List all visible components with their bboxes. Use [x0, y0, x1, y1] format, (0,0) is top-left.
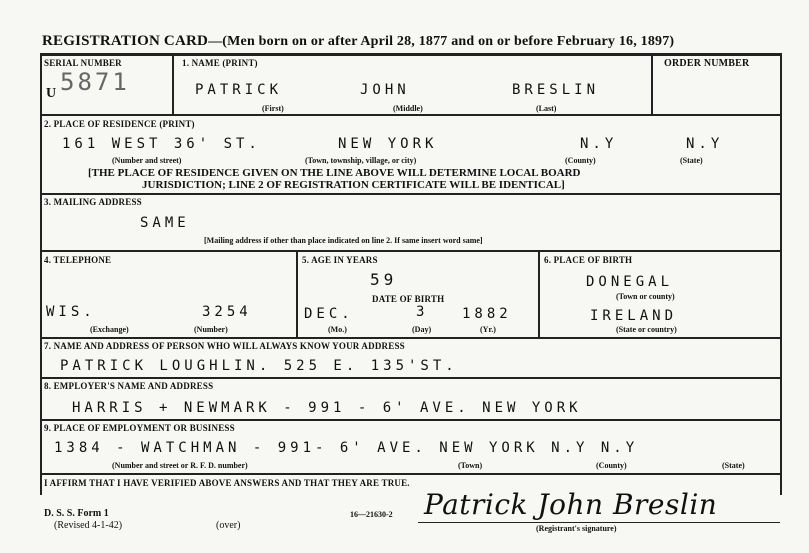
row3-bottom: [40, 250, 780, 252]
name-middle-caption: (Middle): [393, 104, 423, 113]
row4-bottom: [40, 337, 780, 339]
telephone-exchange-caption: (Exchange): [90, 325, 129, 334]
residence-county-caption: (County): [565, 156, 596, 165]
dob-day: 3: [416, 304, 429, 320]
telephone-number-caption: (Number): [194, 325, 228, 334]
name-first: PATRICK: [195, 82, 283, 98]
employment-town-caption: (Town): [458, 461, 483, 470]
frame-top: [40, 53, 780, 56]
employer-label: 8. EMPLOYER'S NAME AND ADDRESS: [44, 381, 214, 391]
serial-label: SERIAL NUMBER: [44, 58, 122, 68]
residence-state: N.Y: [686, 136, 724, 152]
contact-label: 7. NAME AND ADDRESS OF PERSON WHO WILL ALWAYS KNOW YOUR ADDRESS: [44, 341, 405, 351]
telephone-label: 4. TELEPHONE: [44, 255, 112, 265]
employment-state-caption: (State): [722, 461, 745, 470]
frame-left: [40, 53, 42, 495]
name-label: 1. NAME (PRINT): [182, 58, 258, 68]
birthplace-country-caption: (State or country): [616, 325, 677, 334]
serial-divider: [172, 53, 174, 114]
row1-bottom: [40, 114, 780, 116]
residence-state-caption: (State): [680, 156, 703, 165]
name-middle: JOHN: [360, 82, 410, 98]
employment-value: 1384 - WATCHMAN - 991- 6' AVE. NEW YORK N.Y N.Y: [54, 440, 639, 456]
residence-street-caption: (Number and street): [112, 156, 182, 165]
signature-caption: (Registrant's signature): [536, 524, 617, 533]
age-value: 59: [370, 270, 398, 289]
registrant-signature: Patrick John Breslin: [424, 488, 718, 521]
mailing-note: [Mailing address if other than place indicated on line 2. If same insert word same]: [204, 236, 483, 245]
form-number: D. S. S. Form 1: [44, 508, 109, 519]
order-divider: [651, 53, 653, 114]
birthplace-town-caption: (Town or county): [616, 292, 675, 301]
birthplace-country: IRELAND: [590, 308, 678, 324]
print-code: 16—21630-2: [350, 510, 393, 519]
dob-year-caption: (Yr.): [480, 325, 496, 334]
serial-number: 5871: [60, 68, 130, 96]
over-note: (over): [216, 520, 241, 531]
form-revision: (Revised 4-1-42): [54, 520, 123, 531]
serial-prefix: U: [46, 86, 57, 101]
frame-right: [780, 53, 782, 495]
card-title: REGISTRATION CARD: [42, 33, 209, 49]
dob-month: DEC.: [304, 306, 354, 322]
affirm-text: I AFFIRM THAT I HAVE VERIFIED ABOVE ANSWERS AND THAT THEY ARE TRUE.: [44, 478, 410, 488]
dob-month-caption: (Mo.): [328, 325, 347, 334]
birthplace-label: 6. PLACE OF BIRTH: [544, 255, 633, 265]
mailing-label: 3. MAILING ADDRESS: [44, 197, 142, 207]
telephone-number: 3254: [202, 304, 252, 320]
residence-county: N.Y: [580, 136, 618, 152]
employment-label: 9. PLACE OF EMPLOYMENT OR BUSINESS: [44, 423, 235, 433]
row8-bottom: [40, 419, 780, 421]
name-last: BRESLIN: [512, 82, 600, 98]
dob-day-caption: (Day): [412, 325, 432, 334]
order-label: ORDER NUMBER: [664, 58, 750, 69]
dob-label: DATE OF BIRTH: [372, 294, 445, 304]
name-first-caption: (First): [262, 104, 284, 113]
employment-county-caption: (County): [596, 461, 627, 470]
residence-notice-line1: [THE PLACE OF RESIDENCE GIVEN ON THE LINE ABOVE WILL DETERMINE LOCAL BOARD: [88, 167, 581, 179]
employment-street-caption: (Number and street or R. F. D. number): [112, 461, 248, 470]
name-last-caption: (Last): [536, 104, 557, 113]
dob-year: 1882: [462, 306, 512, 322]
contact-value: PATRICK LOUGHLIN. 525 E. 135'ST.: [60, 358, 458, 374]
birthplace-town: DONEGAL: [586, 274, 674, 290]
residence-notice-line2: JURISDICTION; LINE 2 OF REGISTRATION CERTIFICATE WILL BE IDENTICAL]: [142, 179, 565, 191]
telephone-divider: [296, 250, 298, 337]
residence-town-caption: (Town, township, village, or city): [305, 156, 417, 165]
telephone-exchange: WIS.: [46, 304, 96, 320]
residence-street: 161 WEST 36' ST.: [62, 136, 261, 152]
residence-town: NEW YORK: [338, 136, 438, 152]
birthplace-divider: [538, 250, 540, 337]
employer-value: HARRIS + NEWMARK - 991 - 6' AVE. NEW YORK: [72, 400, 582, 416]
age-label: 5. AGE IN YEARS: [302, 255, 378, 265]
signature-line: [418, 522, 780, 523]
card-title-row: [42, 32, 674, 50]
row2-bottom: [40, 193, 780, 195]
row9-bottom: [40, 473, 780, 475]
card-subtitle: —(Men born on or after April 28, 1877 and on or before February 16, 1897): [208, 34, 675, 49]
row7-bottom: [40, 377, 780, 379]
mailing-value: SAME: [140, 215, 190, 231]
residence-label: 2. PLACE OF RESIDENCE (PRINT): [44, 119, 195, 129]
